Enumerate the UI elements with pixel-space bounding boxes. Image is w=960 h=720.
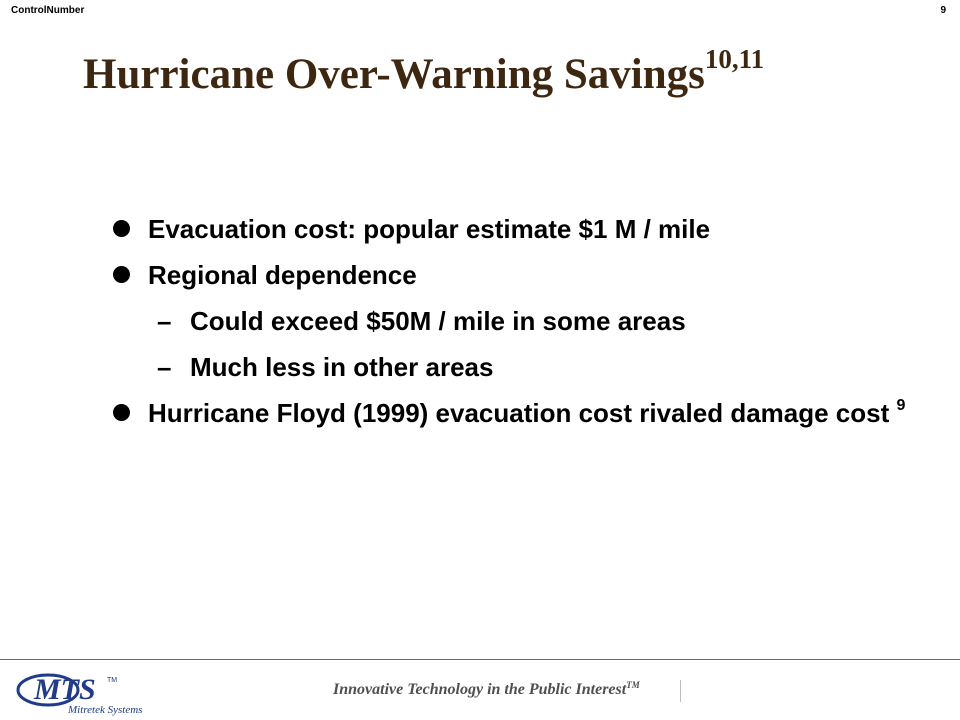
page-number: 9 [940, 5, 946, 16]
sub-bullet-item [112, 304, 912, 338]
logo-mark: MTS [34, 673, 96, 706]
control-number: ControlNumber [11, 5, 85, 16]
tagline-divider [680, 680, 681, 702]
mts-logo [12, 666, 152, 716]
bullet-dot-icon [113, 220, 130, 237]
title-reference: 10,11 [704, 44, 765, 74]
bullet-text: Hurricane Floyd (1999) evacuation cost rivaled damage cost [148, 398, 890, 428]
bullet-reference: 9 [896, 397, 906, 414]
footer-divider [0, 659, 960, 660]
bullet-item [112, 258, 912, 292]
slide-title-text: Hurricane Over-Warning Savings [83, 51, 705, 98]
sub-bullet-text: Could exceed $50M / mile in some areas [190, 306, 686, 336]
bullet-dot-icon [113, 404, 130, 421]
slide-title [83, 44, 765, 99]
bullet-text: Regional dependence [148, 260, 417, 290]
footer-tagline [333, 680, 640, 699]
sub-bullet-item [112, 350, 912, 384]
sub-bullet-text: Much less in other areas [190, 352, 494, 382]
logo-trademark: TM [107, 677, 118, 684]
dash-marker: – [157, 352, 172, 382]
bullet-item [112, 396, 912, 430]
tagline-text: Innovative Technology in the Public Interest [333, 681, 627, 698]
bullet-text: Evacuation cost: popular estimate $1 M / mile [148, 214, 711, 244]
tagline-trademark: TM [626, 680, 640, 690]
bullet-list [112, 212, 912, 442]
dash-marker: – [157, 306, 172, 336]
bullet-dot-icon [113, 266, 130, 283]
logo-subtitle: Mitretek Systems [68, 704, 143, 716]
bullet-item [112, 212, 912, 246]
